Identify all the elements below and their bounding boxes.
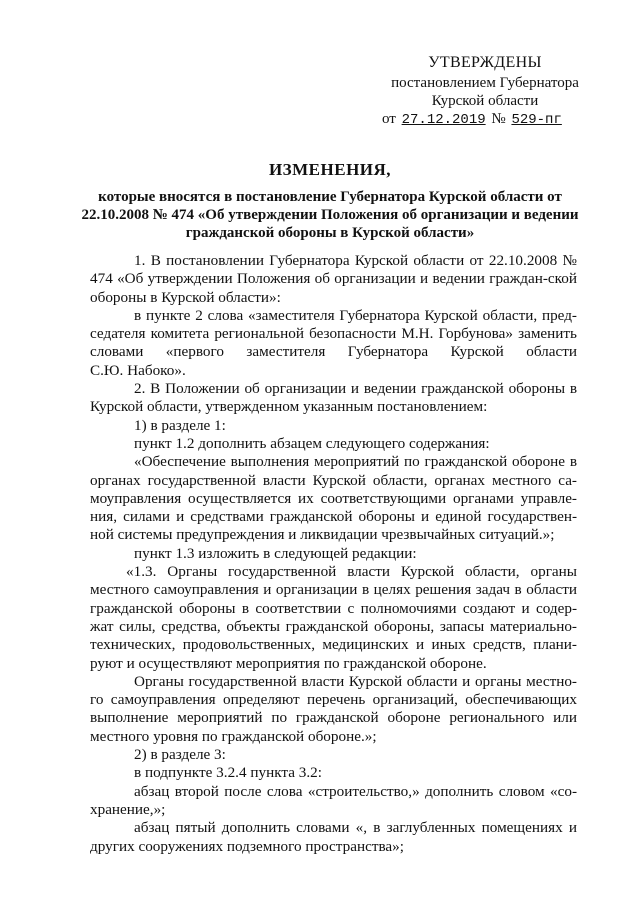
paragraph-2: в пункте 2 слова «заместителя Губернатора Курской области, пред-седателя комитета региональной безопасности М.Н. Горбунова» заменить словами «первого заместителя Губернатора Курской области bbox=[90, 306, 577, 361]
document-heading bbox=[70, 160, 590, 242]
paragraph-4: 1) в разделе 1: bbox=[134, 416, 226, 434]
paragraph-1: 1. В постановлении Губернатора Курской области от 22.10.2008 № 474 «Об утверждении Положения об организации и ведении граждан-ской обороны в Курской области»: bbox=[90, 252, 577, 306]
paragraph-6: «Обеспечение выполнения мероприятий по гражданской обороне в органах государственной власти Курской области, органах местного са-моуправления осуществляется их соответствующими органами управле-ния, силами и средствами гражданской обороны и единой государствен-ной системы предупреждения и ликвидации чрезвычайных ситуаций.»; bbox=[90, 453, 577, 544]
paragraph-5: пункт 1.2 дополнить абзацем следующего содержания: bbox=[134, 434, 490, 452]
paragraph-11: в подпункте 3.2.4 пункта 3.2: bbox=[134, 764, 322, 782]
approval-block bbox=[370, 54, 600, 129]
approval-line-2: Курской области bbox=[431, 93, 539, 109]
paragraph-8: «1.3. Органы государственной власти Курской области, органы местного самоуправления и организации в целях решения задач в области гражданской обороны в соответствии с полномочиями создают и содер-жат силы, средства, объекты гражданской обороны, запасы материально-технических, продовольственных, медицинских и иных средств, плани-руют и осуществляют мероприятия по гражданской обороне. bbox=[90, 563, 577, 672]
paragraph-9: Органы государственной власти Курской области и органы местно-го самоуправления определяют перечень организаций, обеспечивающих выполнение мероприятий по гражданской обороне регионального или местного уровня по гражданской обороне.»; bbox=[90, 672, 577, 745]
number-prefix: № bbox=[491, 111, 506, 127]
approval-title: УТВЕРЖДЕНЫ bbox=[428, 54, 542, 71]
paragraph-3: 2. В Положении об организации и ведении гражданской обороны в Курской области, утвержденном указанным постановлением: bbox=[90, 380, 577, 416]
paragraph-13: абзац пятый дополнить словами «, в заглубленных помещениях и других сооружениях подземного пространства»; bbox=[90, 819, 577, 855]
heading-title: ИЗМЕНЕНИЯ, bbox=[268, 160, 392, 179]
approval-line-1: постановлением Губернатора bbox=[391, 75, 579, 91]
approval-date-line bbox=[370, 110, 600, 129]
paragraph-2-end: С.Ю. Набоко». bbox=[90, 361, 186, 379]
paragraph-12: абзац второй после слова «строительство,» дополнить словом «со-хранение,»; bbox=[90, 782, 577, 818]
paragraph-10: 2) в разделе 3: bbox=[134, 746, 226, 764]
date-prefix: от bbox=[382, 111, 396, 127]
heading-subtitle: которые вносятся в постановление Губернатора Курской области от 22.10.2008 № 474 «Об утверждении Положения об организации и ведении гражданской обороны в Курской области» bbox=[81, 189, 579, 241]
paragraph-7: пункт 1.3 изложить в следующей редакции: bbox=[134, 544, 417, 562]
approval-number: 529-пг bbox=[511, 112, 562, 128]
document-body bbox=[90, 252, 577, 856]
approval-date: 27.12.2019 bbox=[401, 112, 486, 128]
